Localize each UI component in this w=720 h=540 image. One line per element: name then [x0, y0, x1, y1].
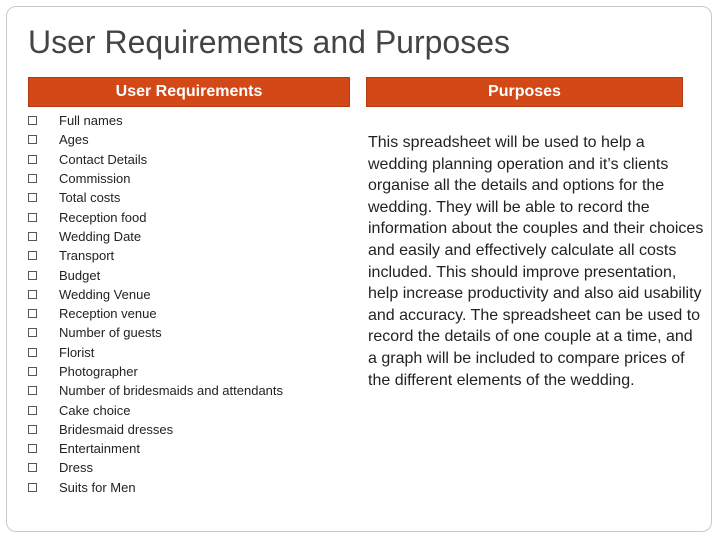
requirement-label: Wedding Date	[59, 228, 142, 244]
requirement-label: Cake choice	[59, 402, 131, 418]
purposes-header: Purposes	[366, 77, 683, 107]
requirement-item	[28, 207, 283, 226]
checkbox-bullet-icon	[28, 406, 37, 415]
requirement-label: Total costs	[59, 190, 121, 206]
checkbox-bullet-icon	[28, 483, 37, 492]
requirement-item	[28, 400, 283, 419]
requirement-item	[28, 323, 283, 342]
requirement-item	[28, 304, 283, 323]
checkbox-bullet-icon	[28, 193, 37, 202]
requirements-list	[28, 111, 283, 497]
checkbox-bullet-icon	[28, 425, 37, 434]
requirement-label: Transport	[59, 248, 115, 264]
checkbox-bullet-icon	[28, 309, 37, 318]
checkbox-bullet-icon	[28, 251, 37, 260]
requirement-item	[28, 130, 283, 149]
requirement-item	[28, 188, 283, 207]
requirement-item	[28, 343, 283, 362]
requirement-label: Photographer	[59, 364, 138, 379]
requirement-label: Full names	[59, 113, 123, 129]
requirement-item	[28, 227, 283, 246]
checkbox-bullet-icon	[28, 348, 37, 357]
requirement-item	[28, 285, 283, 304]
purpose-paragraph: This spreadsheet will be used to help a wedding planning operation and it’s clients organise all the details and options for the wedding. They will be able to record the information about the couples and their choices and easily and effectively calculate all costs included. This should improve presentation, help increase productivity and also aid usability and accuracy. The spreadsheet can be used to record the details of one couple at a time, and a graph will be included to compare prices of the different elements of the wedding.	[368, 134, 704, 389]
requirement-item	[28, 265, 283, 284]
checkbox-bullet-icon	[28, 444, 37, 453]
checkbox-bullet-icon	[28, 290, 37, 299]
requirement-label: Bridesmaid dresses	[59, 421, 174, 437]
requirement-label: Contact Details	[59, 151, 148, 167]
slide-title: User Requirements and Purposes	[28, 24, 511, 60]
requirement-label: Florist	[59, 344, 95, 360]
requirement-item	[28, 246, 283, 265]
requirement-label: Commission	[59, 171, 131, 187]
requirement-label: Reception food	[59, 209, 147, 225]
requirement-label: Number of bridesmaids and attendants	[59, 383, 284, 399]
checkbox-bullet-icon	[28, 155, 37, 164]
requirement-item	[28, 439, 283, 458]
checkbox-bullet-icon	[28, 213, 37, 222]
requirement-item	[28, 458, 283, 477]
requirement-label: Ages	[59, 132, 89, 148]
checkbox-bullet-icon	[28, 232, 37, 241]
requirement-label: Number of guests	[59, 325, 162, 341]
requirement-item	[28, 150, 283, 169]
requirement-label: Reception venue	[59, 306, 157, 322]
checkbox-bullet-icon	[28, 328, 37, 337]
checkbox-bullet-icon	[28, 386, 37, 395]
requirement-item	[28, 478, 283, 497]
requirement-label: Dress	[59, 460, 93, 476]
requirement-item	[28, 381, 283, 400]
requirement-label: Suits for Men	[59, 479, 136, 495]
checkbox-bullet-icon	[28, 116, 37, 125]
checkbox-bullet-icon	[28, 174, 37, 183]
requirement-label: Budget	[59, 267, 101, 283]
requirement-label: Wedding Venue	[59, 286, 151, 302]
requirement-item	[28, 169, 283, 188]
checkbox-bullet-icon	[28, 271, 37, 280]
user-requirements-header: User Requirements	[28, 77, 350, 107]
requirement-item	[28, 111, 283, 130]
requirement-label: Entertainment	[59, 441, 140, 457]
requirement-item	[28, 420, 283, 439]
checkbox-bullet-icon	[28, 367, 37, 376]
requirement-item	[28, 362, 283, 381]
checkbox-bullet-icon	[28, 135, 37, 144]
checkbox-bullet-icon	[28, 463, 37, 472]
